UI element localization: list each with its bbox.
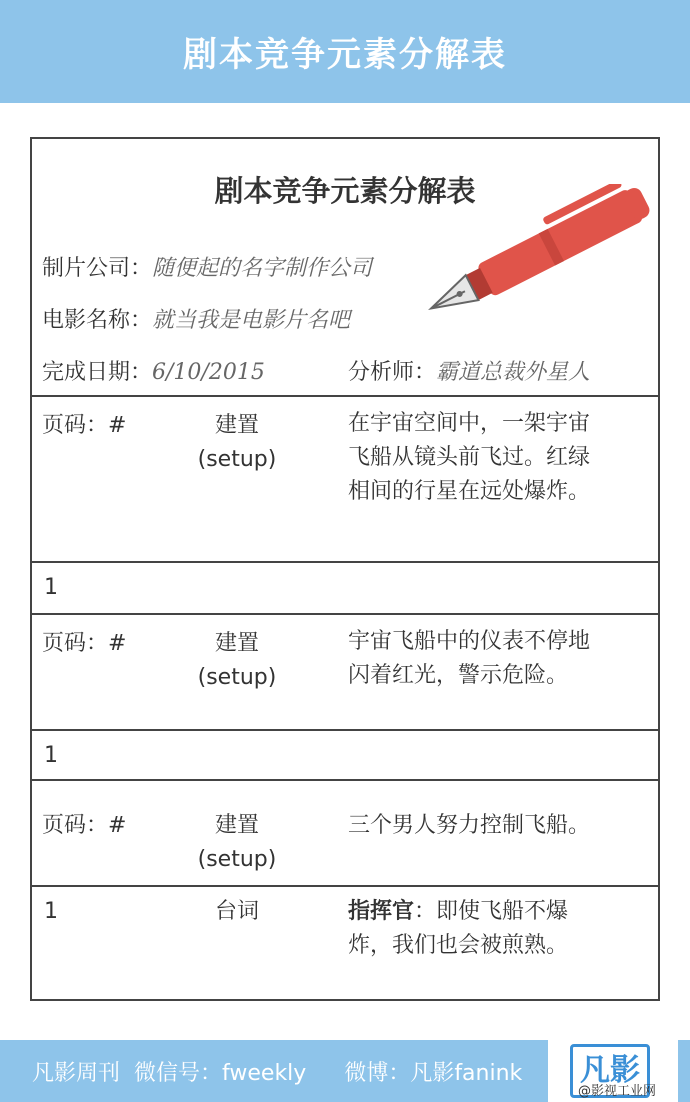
- scene-description: [348, 407, 648, 509]
- company-label: 制片公司：: [42, 256, 153, 281]
- description-line: 宇宙飞船中的仪表不停地: [348, 629, 591, 654]
- page-number-label: 页码：#: [42, 631, 127, 656]
- element-type-en: (setup): [197, 847, 277, 872]
- count-value: 1: [44, 575, 58, 600]
- page-footer: [0, 1040, 548, 1102]
- element-type-label: 建置: [214, 413, 259, 438]
- element-type-label: 台词: [214, 899, 259, 924]
- element-type-label: 建置: [214, 631, 259, 656]
- element-type-en: (setup): [197, 665, 277, 690]
- sheet-title: 剧本竞争元素分解表: [214, 174, 476, 208]
- description-line: 三个男人努力控制飞船。: [348, 813, 591, 838]
- description-line: 闪着红光，警示危险。: [348, 663, 569, 688]
- element-type: [182, 409, 292, 477]
- description-line: 相间的行星在远处爆炸。: [348, 479, 591, 504]
- date-value: 6/10/2015: [152, 360, 265, 385]
- company-value: 随便起的名字制作公司: [152, 256, 373, 281]
- analyst-field: [348, 355, 590, 386]
- element-type-en: (setup): [197, 447, 277, 472]
- film-value: 就当我是电影片名吧: [152, 308, 351, 333]
- page-number-label: 页码：#: [42, 413, 127, 438]
- table-row: [32, 561, 658, 613]
- table-row: [32, 395, 658, 561]
- date-field: [42, 355, 265, 386]
- table-row: [32, 885, 658, 1001]
- scene-description: [348, 809, 648, 843]
- scene-description: [348, 625, 648, 693]
- page-number-label: 页码：#: [42, 813, 127, 838]
- footer-brand: 凡影周刊: [32, 1060, 121, 1086]
- watermark-text: @影视工业网: [578, 1084, 657, 1099]
- fountain-pen-icon: [408, 184, 668, 324]
- dialogue-text: [348, 895, 648, 963]
- company-field: [42, 251, 372, 282]
- analyst-value: 霸道总裁外星人: [436, 360, 591, 385]
- film-label: 电影名称：: [42, 308, 153, 333]
- table-row: [32, 729, 658, 779]
- description-line: 在宇宙空间中，一架宇宙: [348, 411, 591, 436]
- element-type: [182, 627, 292, 695]
- footer-wechat: 微信号：fweekly: [134, 1060, 307, 1086]
- analyst-label: 分析师：: [348, 360, 437, 385]
- element-type: [182, 809, 292, 877]
- speaker-name: 指挥官: [348, 899, 415, 924]
- element-type-label: 建置: [214, 813, 259, 838]
- table-row: [32, 779, 658, 885]
- film-field: [42, 303, 350, 334]
- date-label: 完成日期：: [42, 360, 153, 385]
- description-line: 飞船从镜头前飞过。红绿: [348, 445, 591, 470]
- footer-weibo: 微博：凡影fanink: [344, 1060, 523, 1086]
- count-value: 1: [44, 899, 58, 924]
- count-value: 1: [44, 743, 58, 768]
- table-row: [32, 613, 658, 729]
- header-title: 剧本竞争元素分解表: [183, 35, 507, 75]
- page-header: [0, 0, 690, 103]
- logo-accent-bar: [678, 1040, 690, 1102]
- logo-mark: 凡影: [570, 1044, 650, 1098]
- dialogue-line: ：即使飞船不爆: [414, 899, 569, 924]
- dialogue-line: 炸，我们也会被煎熟。: [348, 933, 569, 958]
